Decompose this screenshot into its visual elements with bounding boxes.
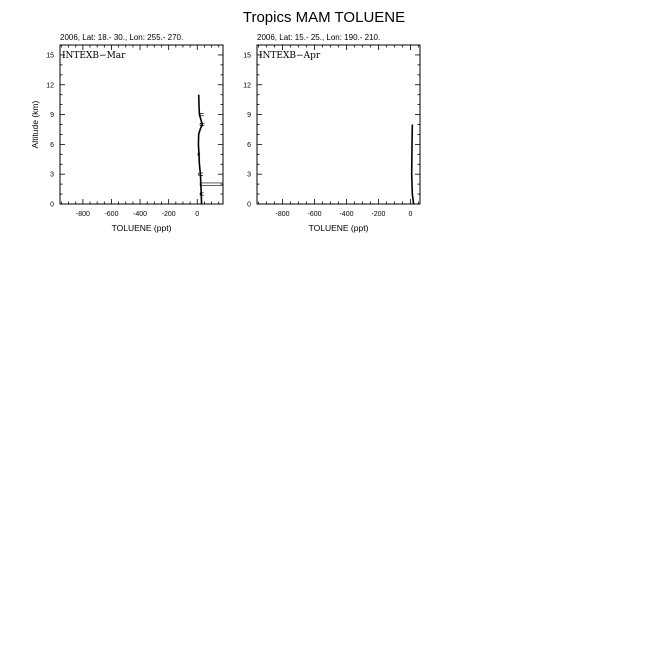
y-tick-label: 3 <box>50 171 54 179</box>
x-tick-label: -800 <box>75 211 90 218</box>
x-tick-label: -200 <box>371 211 386 218</box>
x-tick-label: 0 <box>195 211 200 218</box>
plot-frame <box>257 45 420 204</box>
y-tick-label: 9 <box>247 112 251 120</box>
y-tick-label: 0 <box>50 201 54 209</box>
x-tick-label: 0 <box>408 211 413 218</box>
panel-subtitle: 2006, Lat: 15.- 25., Lon: 190.- 210. <box>257 33 381 42</box>
y-tick-label: 9 <box>50 112 54 120</box>
x-tick-label: -600 <box>307 211 322 218</box>
y-tick-label: 6 <box>247 141 251 149</box>
panel-1 <box>60 45 223 204</box>
y-axis-label: Altitude (km) <box>30 100 40 149</box>
x-tick-label: -200 <box>161 211 176 218</box>
campaign-label: INTEXB−Apr <box>259 51 321 61</box>
x-axis-label: TOLUENE (ppt) <box>308 223 369 233</box>
panel-subtitle: 2006, Lat: 18.- 30., Lon: 255.- 270. <box>60 33 184 42</box>
x-axis-label: TOLUENE (ppt) <box>111 223 172 233</box>
x-tick-label: -800 <box>275 211 290 218</box>
page-title: Tropics MAM TOLUENE <box>242 9 406 26</box>
y-tick-label: 15 <box>243 52 251 60</box>
campaign-label: INTEXB−Mar <box>62 51 126 61</box>
y-tick-label: 15 <box>46 52 54 60</box>
x-tick-label: -400 <box>339 211 354 218</box>
plot-frame <box>60 45 223 204</box>
x-tick-label: -600 <box>104 211 119 218</box>
y-tick-label: 0 <box>247 201 251 209</box>
x-tick-label: -400 <box>133 211 148 218</box>
y-tick-label: 12 <box>243 82 251 90</box>
panel-2 <box>257 45 420 204</box>
profile-line <box>412 125 414 205</box>
y-tick-label: 12 <box>46 82 54 90</box>
y-tick-label: 6 <box>50 141 54 149</box>
profile-line <box>198 95 202 204</box>
y-tick-label: 3 <box>247 171 251 179</box>
